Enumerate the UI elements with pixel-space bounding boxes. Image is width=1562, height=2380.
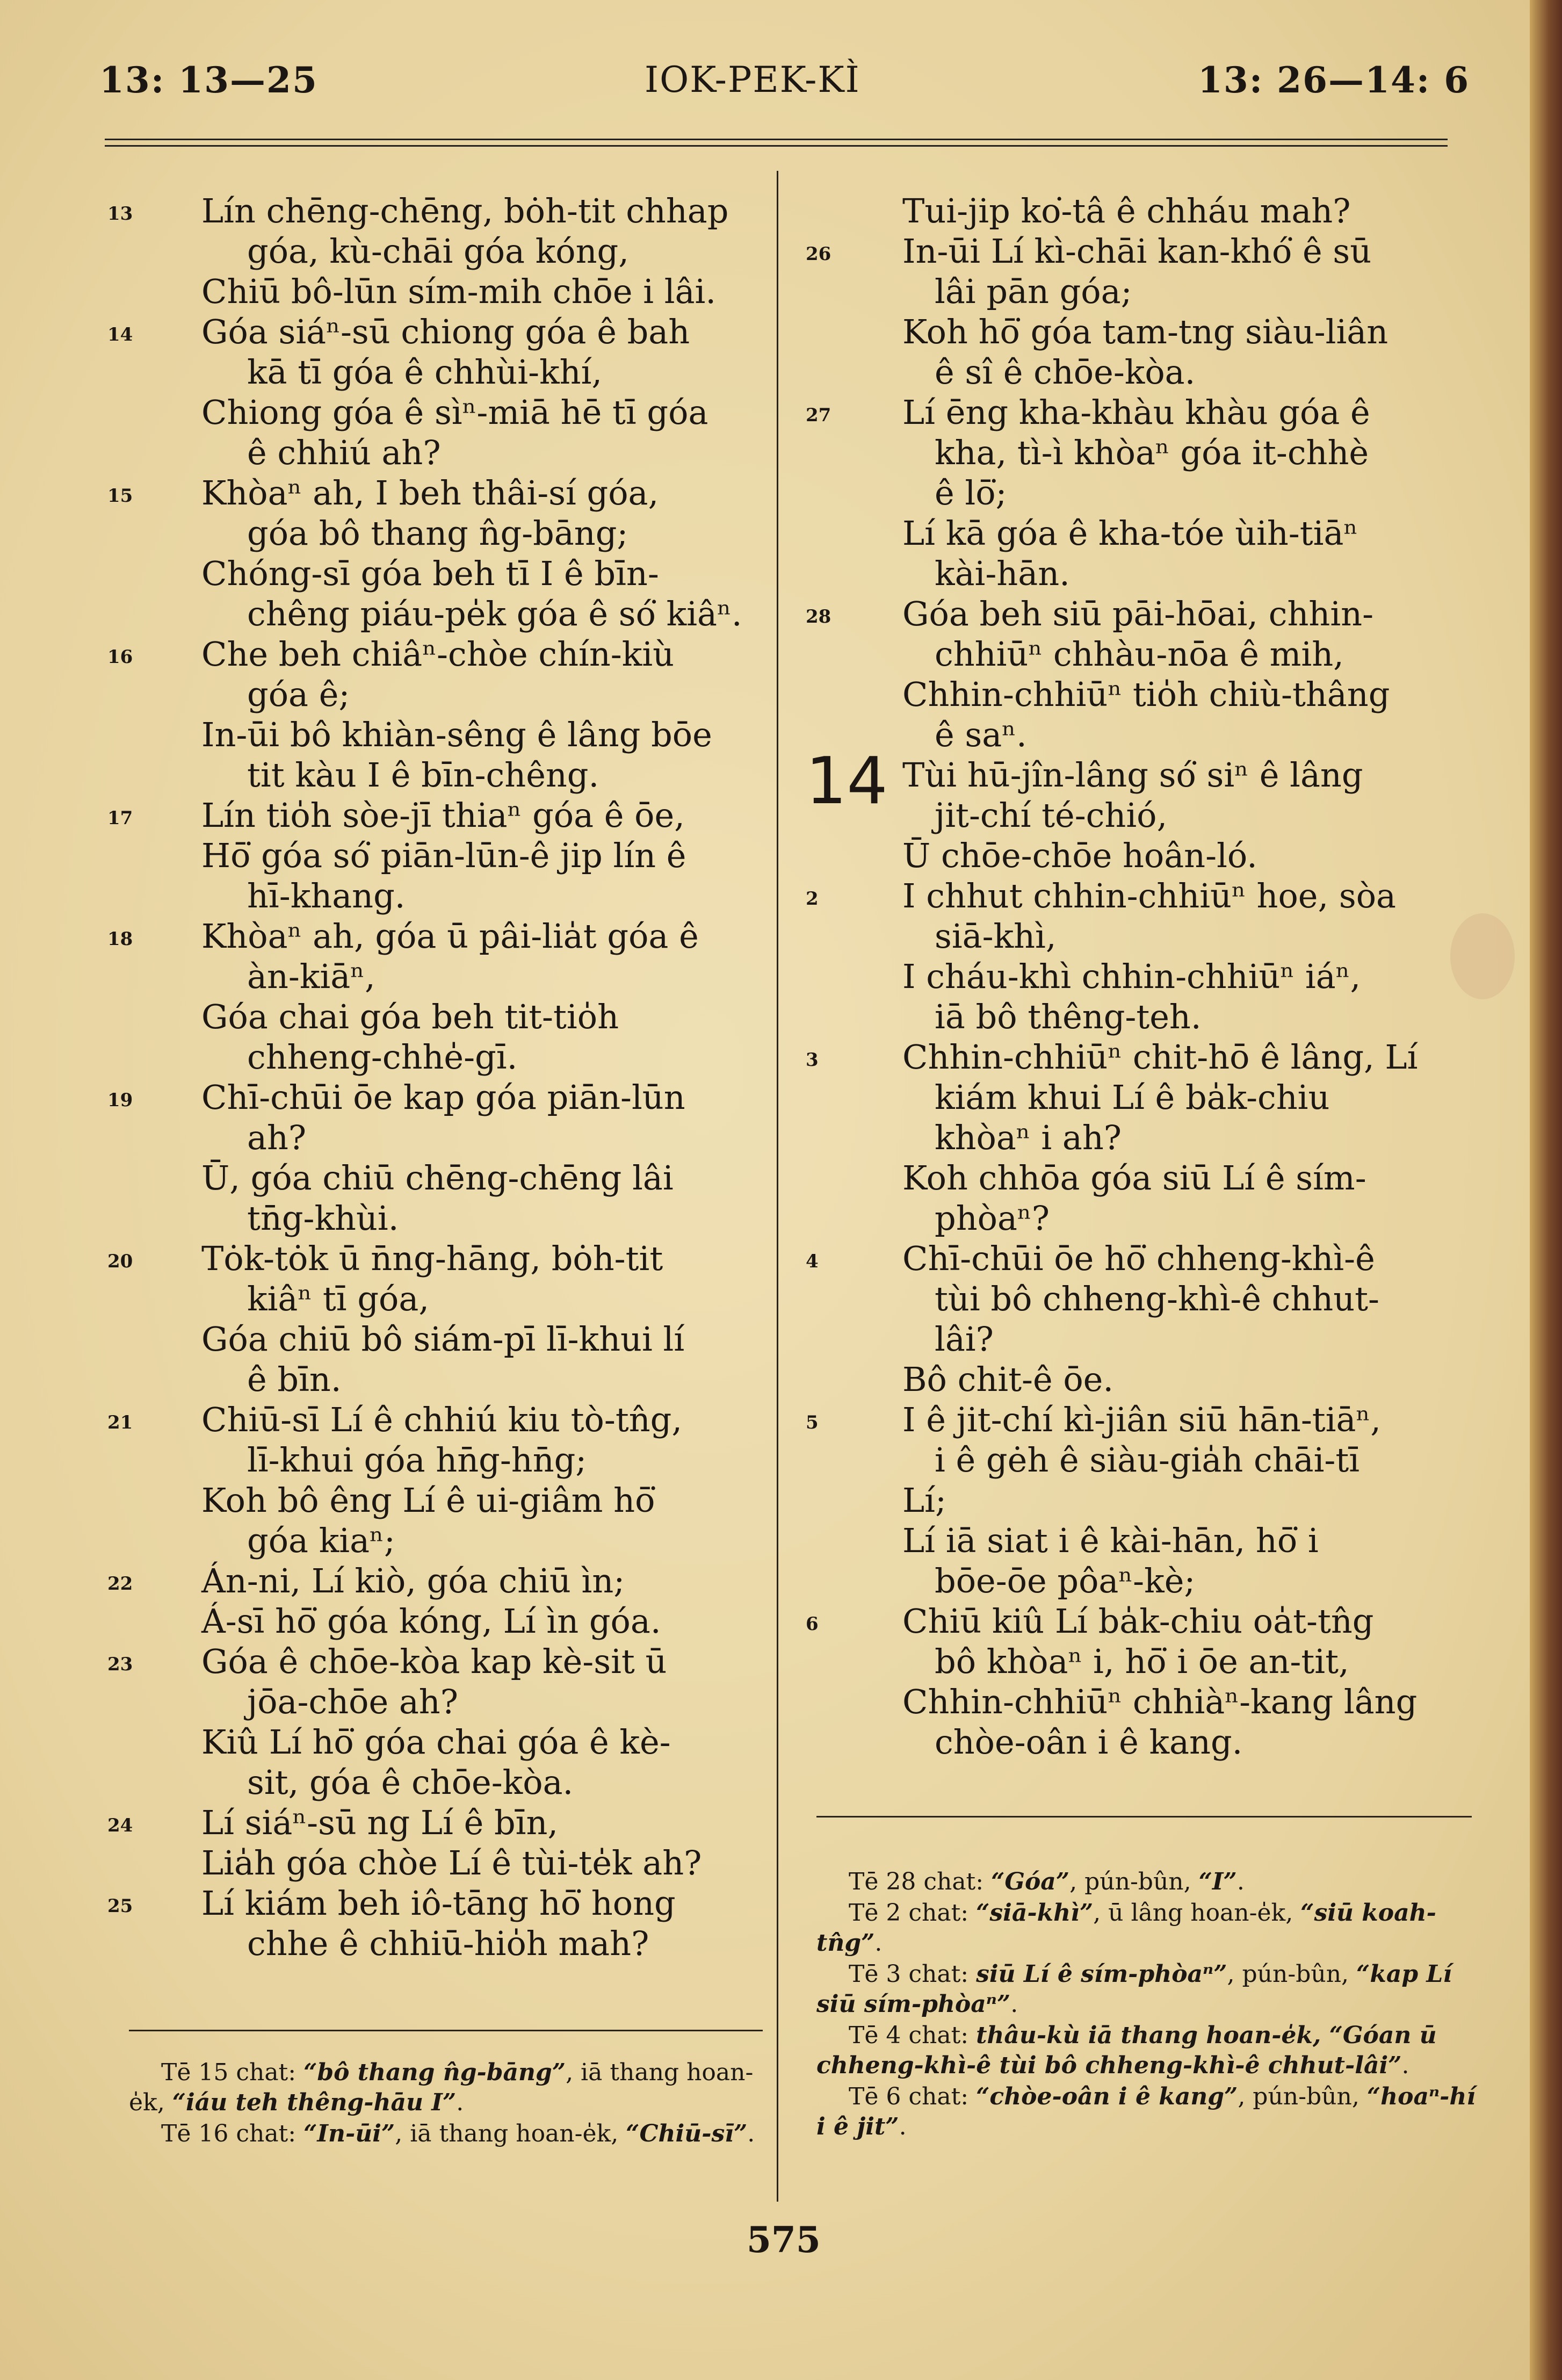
verse	[806, 1400, 1477, 1601]
verse-line: Góa siáⁿ-sū chiong góa ê bah	[201, 312, 690, 351]
verse-line: góa kiaⁿ;	[247, 1521, 395, 1560]
footnote-prefix: Tē 6 chat:	[849, 2083, 977, 2110]
header-double-rule	[105, 139, 1448, 147]
verse-line: Án-ni, Lí kiò, góa chiū ìn;	[201, 1561, 625, 1600]
footnote-end: .	[874, 1929, 883, 1957]
footnote-prefix: Tē 28 chat:	[849, 1868, 992, 1895]
verse-line: kài-hān.	[935, 554, 1070, 593]
verse-line: ê chhiú ah?	[247, 433, 441, 472]
verse-number: 19	[107, 1090, 133, 1111]
verse-line: bô khòaⁿ i, hō͘ i ōe an-tit,	[935, 1642, 1349, 1681]
verse	[107, 1400, 768, 1561]
verse	[107, 1641, 768, 1802]
verse-line: tùi bô chheng-khì-ê chhut-	[935, 1279, 1380, 1318]
verse-line: Lí ēng kha-khàu khàu góa ê	[902, 393, 1370, 432]
verse	[806, 876, 1477, 1037]
verse-line: Chiū bô-lūn sím-mih chōe i lâi.	[201, 272, 717, 311]
verse-line: I cháu-khì chhin-chhiūⁿ iáⁿ,	[902, 957, 1361, 996]
verse-number: 25	[107, 1895, 133, 1917]
verse	[107, 1238, 768, 1400]
footnote-suffix: , iā thang hoan-e̍k,	[395, 2120, 626, 2147]
verse-line: chêng piáu-pe̍k góa ê só͘ kiâⁿ.	[247, 594, 742, 633]
verse-line: Góa chiū bô siám-pī lī-khui lí	[201, 1319, 685, 1359]
verse-line: àn-kiāⁿ,	[247, 957, 375, 996]
verse-number: 28	[806, 606, 831, 628]
verse-line: ê saⁿ.	[935, 715, 1027, 754]
verse-line: Ū, góa chiū chēng-chēng lâi	[201, 1158, 674, 1198]
verse-line: Chhin-chhiūⁿ chhiàⁿ-kang lâng	[902, 1682, 1418, 1721]
verse-line: Tui-jip ko͘-tâ ê chháu mah?	[902, 191, 1351, 230]
footnotes-left	[129, 2058, 773, 2150]
verse	[806, 594, 1477, 755]
verse-number: 14	[107, 324, 133, 345]
verse	[107, 473, 768, 634]
footnote	[816, 1959, 1477, 2020]
verse-number: 21	[107, 1412, 133, 1433]
verse-line: Tùi hū-jîn-lâng só͘ siⁿ ê lâng	[902, 755, 1363, 795]
footnote-end: .	[1010, 1990, 1018, 2018]
footnote-suffix: , iā thang hoan-e̍k,	[129, 2059, 754, 2116]
footnote-quote2: “kap Lí siū sím-phòaⁿ”	[816, 1960, 1452, 2018]
footnote-suffix: , pún-bûn,	[1238, 2083, 1367, 2110]
verse-line: Koh bô êng Lí ê ui-giâm hō͘	[201, 1481, 655, 1520]
header-book-title: IOK-PEK-KÌ	[645, 59, 860, 100]
verse-line: jōa-chōe ah?	[247, 1682, 458, 1721]
verse-line: jit-chí té-chió,	[935, 796, 1168, 835]
chapter-number: 14	[806, 744, 888, 819]
verse	[107, 1802, 768, 1883]
verse	[806, 1037, 1477, 1238]
verse-number: 26	[806, 243, 831, 265]
footnote	[129, 2058, 773, 2118]
verse-line: Chhin-chhiūⁿ chit-hō ê lâng, Lí	[902, 1037, 1418, 1077]
verse-line: Koh hō͘ góa tam-tng siàu-liân	[902, 312, 1389, 351]
verse-line: Kiû Lí hō͘ góa chai góa ê kè-	[201, 1722, 671, 1762]
verse-number: 23	[107, 1654, 133, 1675]
verse-line: Chiū-sī Lí ê chhiú kiu tò-tn̂g,	[201, 1400, 683, 1439]
verse	[107, 795, 768, 916]
verse-line: kha, tì-ì khòaⁿ góa it-chhè	[935, 433, 1369, 472]
header-right-reference: 13: 26—14: 6	[1198, 59, 1470, 101]
verse-number: 4	[806, 1251, 819, 1272]
verse	[107, 1561, 768, 1641]
verse-number: 22	[107, 1573, 133, 1595]
verse-line: Lí kiám beh iô-tāng hō͘ hong	[201, 1884, 676, 1923]
verse-line: I ê jit-chí kì-jiân siū hān-tiāⁿ,	[902, 1400, 1382, 1439]
verse-line: Koh chhōa góa siū Lí ê sím-	[902, 1158, 1366, 1198]
footnote-rule-left	[129, 2030, 763, 2031]
verse-line: Lí kā góa ê kha-tóe ùih-tiāⁿ	[902, 514, 1358, 553]
footnote-rule-right	[816, 1816, 1472, 1818]
verse	[806, 231, 1477, 392]
verse-line: Chī-chūi ōe hō͘ chheng-khì-ê	[902, 1239, 1375, 1278]
verse-line: kiám khui Lí ê ba̍k-chiu	[935, 1078, 1330, 1117]
footnote-quote: “chòe-oân i ê kang”	[976, 2083, 1238, 2110]
verse-number: 3	[806, 1049, 819, 1071]
footnote-end: .	[1236, 1868, 1245, 1895]
verse-line: sit, góa ê chōe-kòa.	[247, 1763, 574, 1802]
verse-line: Lí siáⁿ-sū ng Lí ê bīn,	[201, 1803, 559, 1842]
footnote-quote2: “Góan ū chheng-khì-ê tùi bô chheng-khì-ê chhut-lâi”	[816, 2022, 1437, 2079]
footnote-quote2: “Chiū-sī”	[626, 2120, 748, 2147]
footnote-suffix: , pún-bûn,	[1069, 1868, 1199, 1895]
verse-line: I chhut chhin-chhiūⁿ hoe, sòa	[902, 876, 1396, 915]
verse-line: In-ūi Lí kì-chāi kan-khó͘ ê sū	[902, 232, 1372, 271]
verse	[107, 634, 768, 795]
verse-line: Hō͘ góa só͘ piān-lūn-ê jip lín ê	[201, 836, 686, 875]
verse-line: chhiūⁿ chhàu-nōa ê mih,	[935, 634, 1344, 674]
footnote-quote2: “iáu teh thêng-hāu I”	[172, 2089, 457, 2116]
footnote-quote2: “siū koah-tn̂g”	[816, 1899, 1436, 1957]
verse-number: 18	[107, 928, 133, 950]
footnote	[816, 2082, 1477, 2142]
footnote	[816, 1867, 1477, 1897]
header-left-reference: 13: 13—25	[99, 59, 318, 101]
footnote-quote: “Góa”	[991, 1868, 1070, 1895]
verse-line: Lí iā siat i ê kài-hān, hō͘ i	[902, 1521, 1319, 1560]
book-spine	[1530, 0, 1562, 2380]
verse-line: hī-khang.	[247, 876, 406, 915]
verse-number: 27	[806, 405, 831, 426]
verse-number: 2	[806, 888, 819, 910]
verse-line: Bô chit-ê ōe.	[902, 1360, 1114, 1399]
footnote-prefix: Tē 3 chat:	[849, 1960, 977, 1988]
verse-line: chhe ê chhiū-hio̍h mah?	[247, 1924, 649, 1963]
verse	[806, 744, 1477, 876]
footnote-quote2: “hoaⁿ-hí i ê jit”	[816, 2083, 1476, 2140]
verse-line: khòaⁿ i ah?	[935, 1118, 1122, 1157]
verse-line: Chiū kiû Lí ba̍k-chiu oa̍t-tn̂g	[902, 1602, 1374, 1641]
footnote-prefix: Tē 2 chat:	[849, 1899, 977, 1927]
verse-line: Chiong góa ê sìⁿ-miā hē tī góa	[201, 393, 708, 432]
verse	[806, 392, 1477, 594]
footnote-end: .	[899, 2113, 907, 2140]
verse-line: chheng-chhe̍-gī.	[247, 1037, 518, 1077]
verse	[107, 312, 768, 473]
footnote-prefix: Tē 16 chat:	[161, 2120, 304, 2147]
verse-number: 17	[107, 807, 133, 829]
column-divider	[777, 171, 778, 2202]
verse-line: iā bô thêng-teh.	[935, 997, 1202, 1036]
verse-line: kiâⁿ tī góa,	[247, 1279, 430, 1318]
footnote-quote: siū Lí ê sím-phòaⁿ”	[976, 1960, 1227, 1988]
verse-line: i ê gėh ê siàu-gia̍h chāi-tī	[935, 1440, 1360, 1480]
verse-line: ê lō͘;	[935, 473, 1007, 513]
verse-line: Lí;	[902, 1481, 946, 1520]
verse-line: lī-khui góa hn̄g-hn̄g;	[247, 1440, 587, 1480]
verse-number: 16	[107, 646, 133, 668]
footnote-quote2: “I”	[1198, 1868, 1237, 1895]
verse-line: Khòaⁿ ah, I beh thâi-sí góa,	[201, 473, 659, 513]
verse-line: góa ê;	[247, 675, 350, 714]
verse	[806, 191, 1477, 231]
verse-line: Che beh chiâⁿ-chòe chín-kiù	[201, 634, 675, 674]
verse-line: bōe-ōe pôaⁿ-kè;	[935, 1561, 1196, 1600]
footnote	[816, 1898, 1477, 1958]
verse-line: góa bô thang n̂g-bāng;	[247, 514, 628, 553]
verse-line: tit kàu I ê bīn-chêng.	[247, 755, 599, 795]
footnote-suffix: , ū lâng hoan-e̍k,	[1093, 1899, 1301, 1927]
verse-line: Lia̍h góa chòe Lí ê tùi-te̍k ah?	[201, 1843, 702, 1883]
footnote-end: .	[747, 2120, 755, 2147]
verse-line: Chóng-sī góa beh tī I ê bīn-	[201, 554, 659, 593]
page-number: 575	[747, 2219, 821, 2261]
verse-number: 24	[107, 1815, 133, 1836]
verse-line: Á-sī hō͘ góa kóng, Lí ìn góa.	[201, 1602, 661, 1641]
footnote-quote: “bô thang n̂g-bāng”	[303, 2059, 566, 2086]
footnotes-right	[816, 1867, 1477, 2143]
verse-line: chòe-oân i ê kang.	[935, 1722, 1243, 1762]
footnote-quote: “In-ūi”	[303, 2120, 395, 2147]
footnote-quote: thâu-kù iā thang hoan-e̍k,	[976, 2022, 1329, 2049]
verse-line: Góa beh siū pāi-hōai, chhin-	[902, 594, 1374, 633]
verse-line: tn̄g-khùi.	[247, 1199, 399, 1238]
footnote-quote: “siā-khì”	[976, 1899, 1094, 1927]
verse-line: Lín chēng-chēng, bȯh-tit chhap	[201, 191, 729, 230]
right-column-verses	[806, 191, 1477, 1762]
verse-line: ah?	[247, 1118, 307, 1157]
footnote	[816, 2021, 1477, 2081]
verse-line: Góa chai góa beh tit-tio̍h	[201, 997, 619, 1036]
verse-number: 15	[107, 485, 133, 507]
verse-line: Tȯk-tȯk ū n̄ng-hāng, bȯh-tit	[201, 1239, 663, 1278]
verse-line: ê bīn.	[247, 1360, 342, 1399]
verse-line: kā tī góa ê chhùi-khí,	[247, 352, 603, 392]
verse-line: phòaⁿ?	[935, 1199, 1050, 1238]
verse-line: siā-khì,	[935, 917, 1057, 956]
footnote-prefix: Tē 15 chat:	[161, 2059, 304, 2086]
verse-line: ê sî ê chōe-kòa.	[935, 352, 1196, 392]
verse	[107, 1077, 768, 1238]
verse-number: 20	[107, 1251, 133, 1272]
verse-line: Góa ê chōe-kòa kap kè-sit ū	[201, 1642, 667, 1681]
verse-line: lâi pān góa;	[935, 272, 1132, 311]
verse-line: lâi?	[935, 1319, 994, 1359]
footnote	[129, 2119, 773, 2149]
left-column-verses	[107, 191, 768, 1964]
verse	[107, 1883, 768, 1964]
verse-line: Lín tio̍h sòe-jī thiaⁿ góa ê ōe,	[201, 796, 685, 835]
verse-line: In-ūi bô khiàn-sêng ê lâng bōe	[201, 715, 712, 754]
verse-number: 5	[806, 1412, 819, 1433]
footnote-end: .	[456, 2089, 464, 2116]
verse-line: Chhin-chhiūⁿ tio̍h chiù-thâng	[902, 675, 1390, 714]
verse	[806, 1601, 1477, 1762]
verse-line: góa, kù-chāi góa kóng,	[247, 232, 629, 271]
footnote-prefix: Tē 4 chat:	[849, 2022, 977, 2049]
verse	[107, 916, 768, 1077]
verse-line: Ū chōe-chōe hoân-ló.	[902, 836, 1257, 875]
verse-number: 6	[806, 1613, 819, 1635]
footnote-end: .	[1401, 2052, 1409, 2079]
verse-line: Khòaⁿ ah, góa ū pâi-lia̍t góa ê	[201, 917, 699, 956]
footnote-suffix: , pún-bûn,	[1227, 1960, 1357, 1988]
verse	[107, 191, 768, 312]
verse-line: Chī-chūi ōe kap góa piān-lūn	[201, 1078, 685, 1117]
verse	[806, 1238, 1477, 1400]
verse-number: 13	[107, 203, 133, 225]
